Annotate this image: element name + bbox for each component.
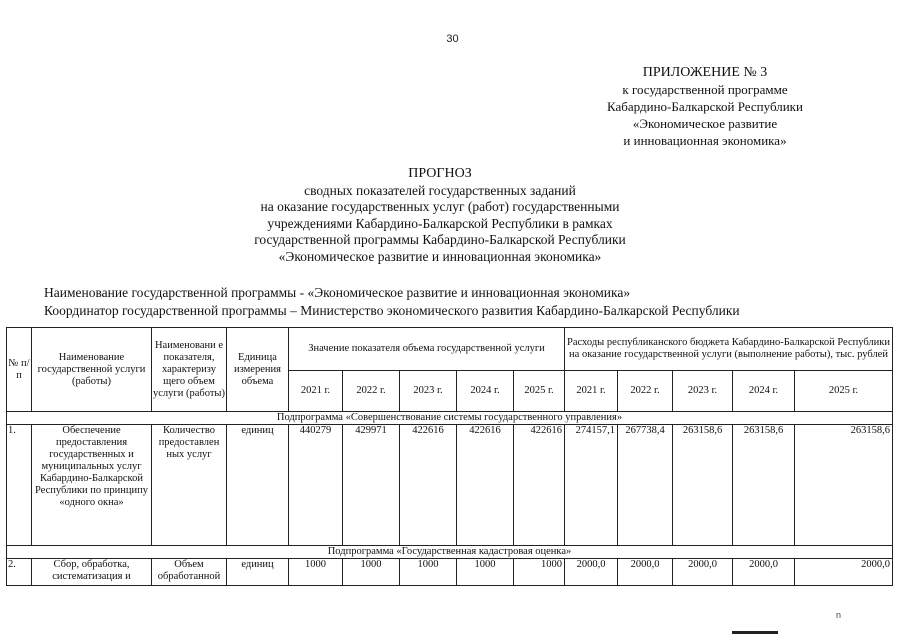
row-num: 1. (7, 425, 32, 546)
volume-year: 2022 г. (343, 371, 400, 412)
appendix-line: Кабардино-Балкарской Республики (607, 99, 803, 114)
row-service: Сбор, обработка, систематизация и (32, 559, 152, 586)
volume-year: 2021 г. (289, 371, 343, 412)
volume-value: 1000 (514, 559, 565, 586)
header-volume: Значение показателя объема государственной услуги (289, 328, 565, 371)
subprogram-title: Подпрограмма «Государственная кадастровая оценка» (7, 546, 893, 559)
volume-year: 2023 г. (400, 371, 457, 412)
expense-value: 274157,1 (565, 425, 618, 546)
row-indicator: Количество предоставлен ных услуг (152, 425, 227, 546)
forecast-line: сводных показателей государственных заданий (304, 182, 576, 198)
expense-value: 2000,0 (618, 559, 673, 586)
header-indicator: Наименовани е показателя, характеризу щего объем услуги (работы) (152, 328, 227, 412)
appendix-line: «Экономическое развитие (632, 116, 778, 131)
scan-artifact (732, 631, 778, 634)
forecast-heading (180, 166, 700, 265)
forecast-table (6, 327, 893, 586)
volume-value: 1000 (457, 559, 514, 586)
expense-value: 263158,6 (733, 425, 795, 546)
header-service: Наименование государственной услуги (работы) (32, 328, 152, 412)
expense-value: 2000,0 (565, 559, 618, 586)
row-indicator: Объем обработанной (152, 559, 227, 586)
volume-year: 2024 г. (457, 371, 514, 412)
row-num: 2. (7, 559, 32, 586)
expense-year: 2022 г. (618, 371, 673, 412)
expense-year: 2021 г. (565, 371, 618, 412)
subprogram-title: Подпрограмма «Совершенствование системы государственного управления» (7, 412, 893, 425)
header-row (7, 328, 893, 371)
volume-year: 2025 г. (514, 371, 565, 412)
page-number: 30 (446, 33, 459, 45)
forecast-title: ПРОГНОЗ (408, 166, 472, 181)
appendix-line: и инновационная экономика» (623, 133, 787, 148)
subprogram-row (7, 412, 893, 425)
forecast-line: государственной программы Кабардино-Балкарской Республики (254, 232, 626, 247)
forecast-line: на оказание государственных услуг (работ) государственными (260, 199, 620, 214)
table-row (7, 559, 893, 586)
header-num: № п/п (7, 328, 32, 412)
appendix-title: ПРИЛОЖЕНИЕ № 3 (642, 65, 768, 80)
volume-value: 440279 (289, 425, 343, 546)
volume-value: 422616 (514, 425, 565, 546)
appendix-block (560, 64, 850, 149)
forecast-line: «Экономическое развитие и инновационная экономика» (278, 248, 602, 264)
volume-value: 1000 (400, 559, 457, 586)
volume-value: 429971 (343, 425, 400, 546)
row-unit: единиц (227, 559, 289, 586)
expense-year: 2025 г. (795, 371, 893, 412)
program-coordinator: Координатор государственной программы – Министерство экономического развития Кабардино-Балкарской Республики (44, 303, 740, 318)
expense-value: 263158,6 (673, 425, 733, 546)
expense-value: 263158,6 (795, 425, 893, 546)
expense-year: 2023 г. (673, 371, 733, 412)
volume-value: 422616 (400, 425, 457, 546)
forecast-line: учреждениями Кабардино-Балкарской Республики в рамках (267, 215, 613, 231)
volume-value: 422616 (457, 425, 514, 546)
expense-value: 267738,4 (618, 425, 673, 546)
expense-value: 2000,0 (673, 559, 733, 586)
program-name: Наименование государственной программы - «Экономическое развитие и инновационная экономика» (44, 285, 631, 300)
volume-value: 1000 (289, 559, 343, 586)
subprogram-row (7, 546, 893, 559)
expense-value: 2000,0 (795, 559, 893, 586)
header-unit: Единица измерения объема (227, 328, 289, 412)
appendix-line: к государственной программе (622, 82, 788, 97)
row-unit: единиц (227, 425, 289, 546)
expense-value: 2000,0 (733, 559, 795, 586)
row-service: Обеспечение предоставления государственных и муниципальных услуг Кабардино-Балкарской Республики по принципу «одного окна» (32, 425, 152, 546)
volume-value: 1000 (343, 559, 400, 586)
table-row (7, 425, 893, 546)
expense-year: 2024 г. (733, 371, 795, 412)
scan-mark: n (836, 610, 842, 620)
header-expense: Расходы республиканского бюджета Кабардино-Балкарской Республики на оказание государственной услуги (выполнение работы), тыс. рублей (565, 328, 893, 371)
